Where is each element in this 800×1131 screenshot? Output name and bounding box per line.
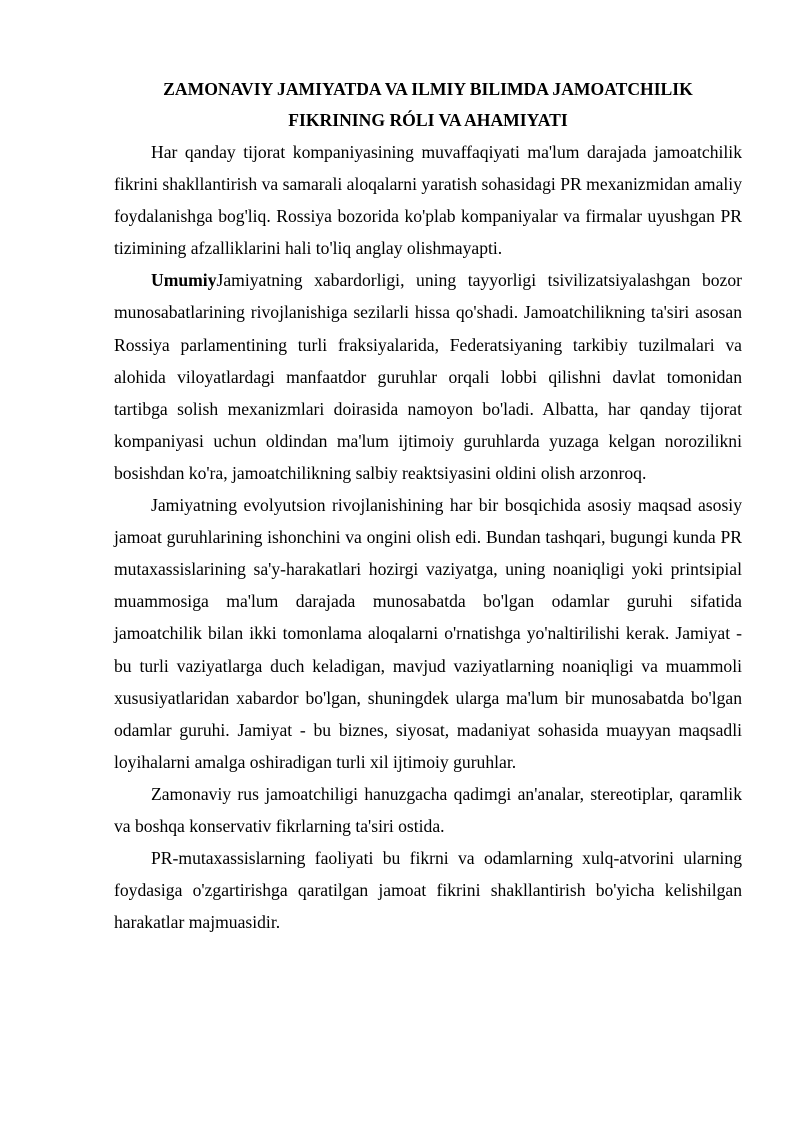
paragraph-text: Zamonaviy rus jamoatchiligi hanuzgacha qadimgi an'analar, stereotiplar, qaramlik va boshqa konservativ fikrlarning ta'siri ostida.	[114, 783, 742, 836]
document-page	[114, 70, 742, 938]
paragraph-4	[114, 778, 742, 842]
paragraph-text: Jamiyatning evolyutsion rivojlanishining har bir bosqichida asosiy maqsad asosiy jamoat guruhlarining ishonchini va ongini olish edi. Bundan tashqari, bugungi kunda PR mutaxassislarining sa'y-harakatlari hozirgi vaziyatga, uning noaniqligi yoki printsipial muammosiga ma'lum darajada munosabatda bo'lgan odamlar guruhi sifatida jamoatchilik bilan ikki tomonlama aloqalarni o'rnatishga yo'naltirilishi kerak. Jamiyat - bu turli vaziyatlarga duch keladigan, mavjud vaziyatlarning noaniqligi va muammoli xususiyatlaridan xabardor bo'lgan, shuningdek ularga ma'lum bir munosabatda bo'lgan odamlar guruhi. Jamiyat - bu biznes, siyosat, madaniyat sohasida muayyan maqsadli loyihalarni amalga oshiradigan turli xil ijtimoiy guruhlar.	[114, 495, 742, 772]
title-line-1: ZAMONAVIY JAMIYATDA VA ILMIY BILIMDA JAMOATCHILIK	[163, 79, 693, 99]
paragraph-text: Jamiyatning xabardorligi, uning tayyorligi tsivilizatsiyalashgan bozor munosabatlarining rivojlanishiga sezilarli hissa qo'shadi. Jamoatchilikning ta'siri asosan Rossiya parlamentining turli fraksiyalarida, Federatsiyaning tarkibiy tuzilmalari va alohida viloyatlardagi manfaatdor guruhlar orqali lobbi qilishni davlat tomonidan tartibga solish mexanizmlari doirasida namoyon bo'ladi. Albatta, har qanday tijorat kompaniyasi uchun oldindan ma'lum ijtimoiy guruhlarda yuzaga kelgan norozilikni bosishdan ko'ra, jamoatchilikning salbiy reaktsiyasini oldini olish arzonroq.	[114, 270, 742, 483]
paragraph-text: Har qanday tijorat kompaniyasining muvaffaqiyati ma'lum darajada jamoatchilik fikrini shakllantirish va samarali aloqalarni yaratish sohasidagi PR mexanizmidan amaliy foydalanishga bog'liq. Rossiya bozorida ko'plab kompaniyalar va firmalar uyushgan PR tizimining afzalliklarini hali to'liq anglay olishmayapti.	[114, 142, 742, 259]
paragraph-5	[114, 842, 742, 938]
paragraph-2	[114, 264, 742, 489]
paragraph-3	[114, 489, 742, 778]
paragraph-1	[114, 136, 742, 264]
title-line-2: FIKRINING RÓLI VA AHAMIYATI	[288, 110, 568, 130]
document-title	[114, 74, 742, 136]
paragraph-lead: Umumiy	[151, 270, 217, 291]
paragraph-text: PR-mutaxassislarning faoliyati bu fikrni va odamlarning xulq-atvorini ularning foydasiga o'zgartirishga qaratilgan jamoat fikrini shakllantirish bo'yicha kelishilgan harakatlar majmuasidir.	[114, 848, 742, 933]
